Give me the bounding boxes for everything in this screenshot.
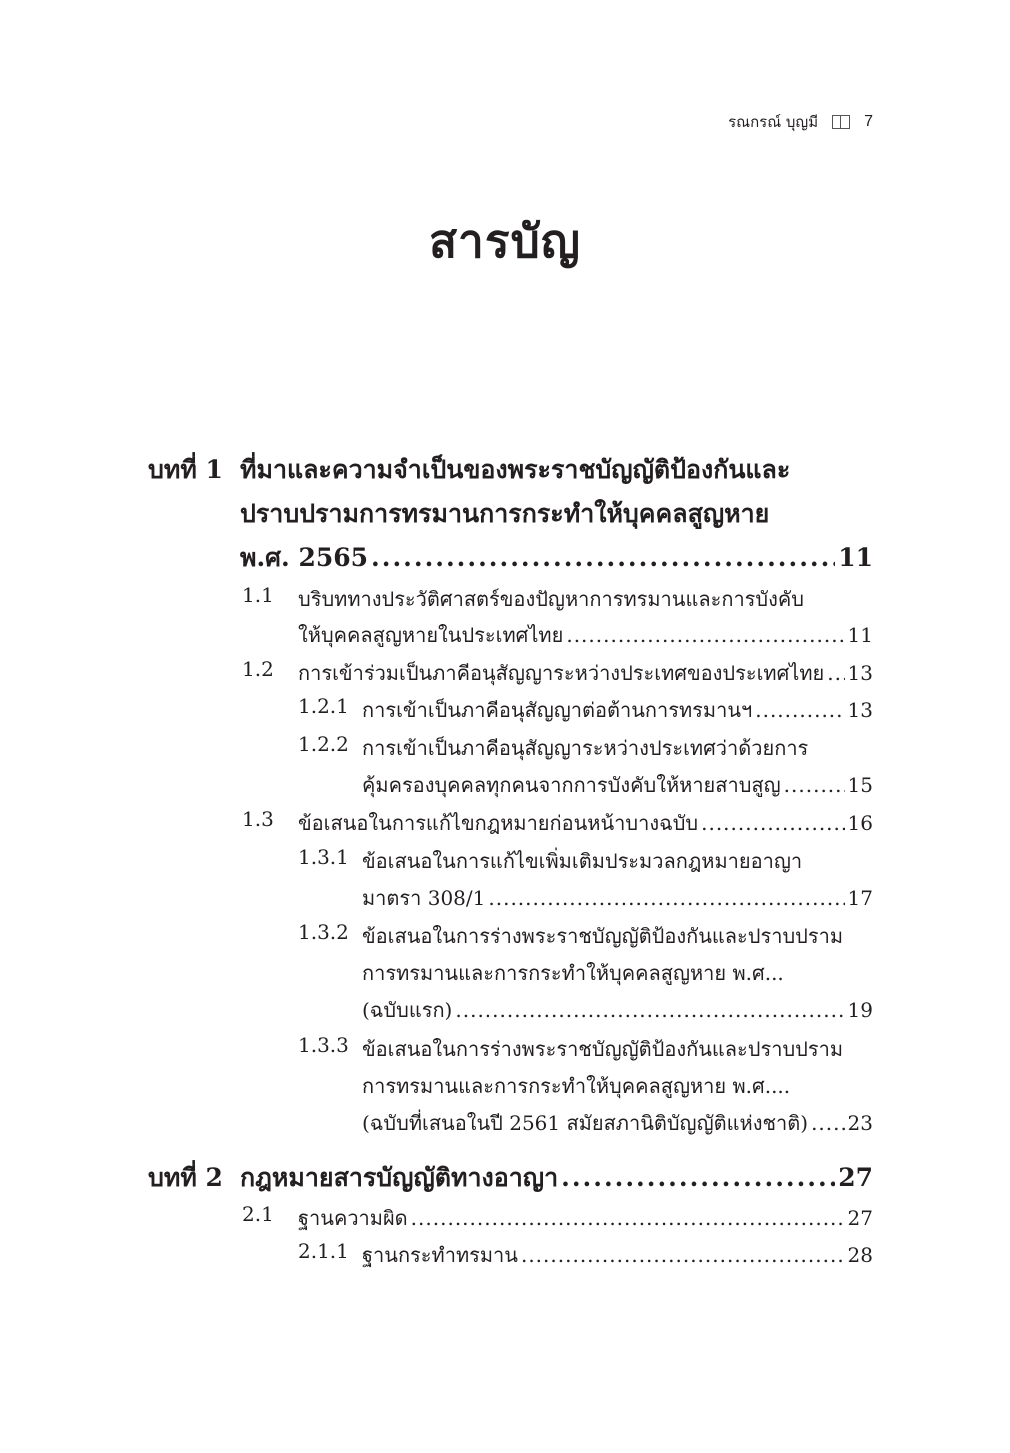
toc-page: 17 [847, 886, 873, 910]
toc-text: (ฉบับแรก) [362, 998, 453, 1022]
dot-leader [521, 1243, 845, 1267]
toc-page: 13 [847, 661, 873, 685]
subsection-number: 1.3.1 [298, 845, 349, 869]
page-number: 7 [864, 113, 873, 130]
toc-page: 11 [847, 623, 873, 647]
toc-entry-subsection[interactable] [362, 694, 873, 726]
toc-entry-subsection[interactable] [362, 1239, 873, 1271]
dot-leader [784, 773, 845, 797]
toc-entry-subsection-line[interactable] [362, 920, 873, 952]
dot-leader [811, 1111, 844, 1135]
toc-text: การเข้าร่วมเป็นภาคีอนุสัญญาระหว่างประเทศของประเทศไทย [298, 661, 825, 685]
toc-entry-section[interactable] [298, 619, 873, 651]
dot-leader [561, 1163, 835, 1192]
section-number: 2.1 [242, 1202, 274, 1226]
dot-leader [566, 623, 844, 647]
dot-leader [701, 811, 844, 835]
toc-entry-subsection[interactable] [362, 769, 873, 801]
toc-text: พ.ศ. 2565 [240, 543, 369, 572]
section-number: 1.3 [242, 807, 274, 831]
dot-leader [411, 1206, 845, 1230]
section-number: 1.1 [242, 583, 274, 607]
toc-page: 23 [847, 1111, 873, 1135]
subsection-number: 1.2.2 [298, 732, 349, 756]
toc-page: 27 [847, 1206, 873, 1230]
toc-entry-subsection-line[interactable] [362, 1070, 873, 1102]
toc-text: การทรมานและการกระทำให้บุคคลสูญหาย พ.ศ... [362, 961, 784, 985]
toc-page: 16 [847, 811, 873, 835]
toc-entry-chapter-1-line[interactable] [240, 494, 873, 534]
toc-entry-section[interactable] [298, 807, 873, 839]
dot-leader [455, 998, 844, 1022]
toc-text: มาตรา 308/1 [362, 886, 486, 910]
subsection-number: 1.3.2 [298, 920, 349, 944]
toc-page: 15 [847, 773, 873, 797]
subsection-number: 2.1.1 [298, 1239, 349, 1263]
toc-entry-chapter-2[interactable] [240, 1158, 873, 1198]
toc-entry-subsection-line[interactable] [362, 845, 873, 877]
running-header [728, 110, 873, 134]
dot-leader [371, 543, 835, 572]
toc-page: 27 [838, 1163, 873, 1192]
toc-text: ข้อเสนอในการแก้ไขกฎหมายก่อนหน้าบางฉบับ [298, 811, 699, 835]
dot-leader [827, 661, 844, 685]
chapter-label: บทที่ 1 [148, 455, 223, 484]
chapter-label: บทที่ 2 [148, 1163, 223, 1192]
toc-text: ปราบปรามการทรมานการกระทำให้บุคคลสูญหาย [240, 499, 770, 528]
toc-text: การเข้าเป็นภาคีอนุสัญญาต่อต้านการทรมานฯ [362, 698, 753, 722]
page-title: สารบัญ [428, 214, 581, 268]
toc-entry-subsection[interactable] [362, 994, 873, 1026]
toc-entry-chapter-1[interactable] [240, 538, 873, 578]
toc-text: ให้บุคคลสูญหายในประเทศไทย [298, 623, 564, 647]
toc-entry-subsection-line[interactable] [362, 1033, 873, 1065]
toc-text: ข้อเสนอในการร่างพระราชบัญญัติป้องกันและปราบปราม [362, 924, 844, 948]
toc-entry-section[interactable] [298, 657, 873, 689]
toc-entry-subsection[interactable] [362, 882, 873, 914]
toc-entry-section-line[interactable] [298, 583, 873, 615]
dot-leader [755, 698, 844, 722]
section-number: 1.2 [242, 657, 274, 681]
toc-text: การทรมานและการกระทำให้บุคคลสูญหาย พ.ศ.... [362, 1074, 791, 1098]
toc-text: ฐานกระทำทรมาน [362, 1243, 518, 1267]
toc-text: บริบททางประวัติศาสตร์ของปัญหาการทรมานและการบังคับ [298, 587, 804, 611]
toc-text: ที่มาและความจำเป็นของพระราชบัญญัติป้องกันและ [240, 455, 791, 484]
toc-entry-subsection[interactable] [362, 1107, 873, 1139]
dot-leader [488, 886, 844, 910]
subsection-number: 1.3.3 [298, 1033, 349, 1057]
toc-page: 13 [847, 698, 873, 722]
author-name: รณกรณ์ บุญมี [728, 113, 819, 131]
toc-page: 19 [847, 998, 873, 1022]
toc-text: (ฉบับที่เสนอในปี 2561 สมัยสภานิติบัญญัติแห่งชาติ) [362, 1111, 809, 1135]
toc-entry-subsection-line[interactable] [362, 732, 873, 764]
toc-text: ฐานความผิด [298, 1206, 408, 1230]
toc-text: การเข้าเป็นภาคีอนุสัญญาระหว่างประเทศว่าด้วยการ [362, 736, 809, 760]
toc-text: คุ้มครองบุคคลทุกคนจากการบังคับให้หายสาบสูญ [362, 773, 781, 797]
toc-text: กฎหมายสารบัญญัติทางอาญา [240, 1163, 559, 1192]
toc-entry-chapter-1-line[interactable] [240, 450, 873, 490]
toc-entry-subsection-line[interactable] [362, 957, 873, 989]
book-icon [832, 115, 850, 129]
toc-entry-section[interactable] [298, 1202, 873, 1234]
toc-text: ข้อเสนอในการร่างพระราชบัญญัติป้องกันและปราบปราม [362, 1037, 844, 1061]
subsection-number: 1.2.1 [298, 694, 349, 718]
toc-page: 28 [847, 1243, 873, 1267]
toc-page: 11 [838, 543, 873, 572]
toc-text: ข้อเสนอในการแก้ไขเพิ่มเติมประมวลกฎหมายอาญา [362, 849, 803, 873]
